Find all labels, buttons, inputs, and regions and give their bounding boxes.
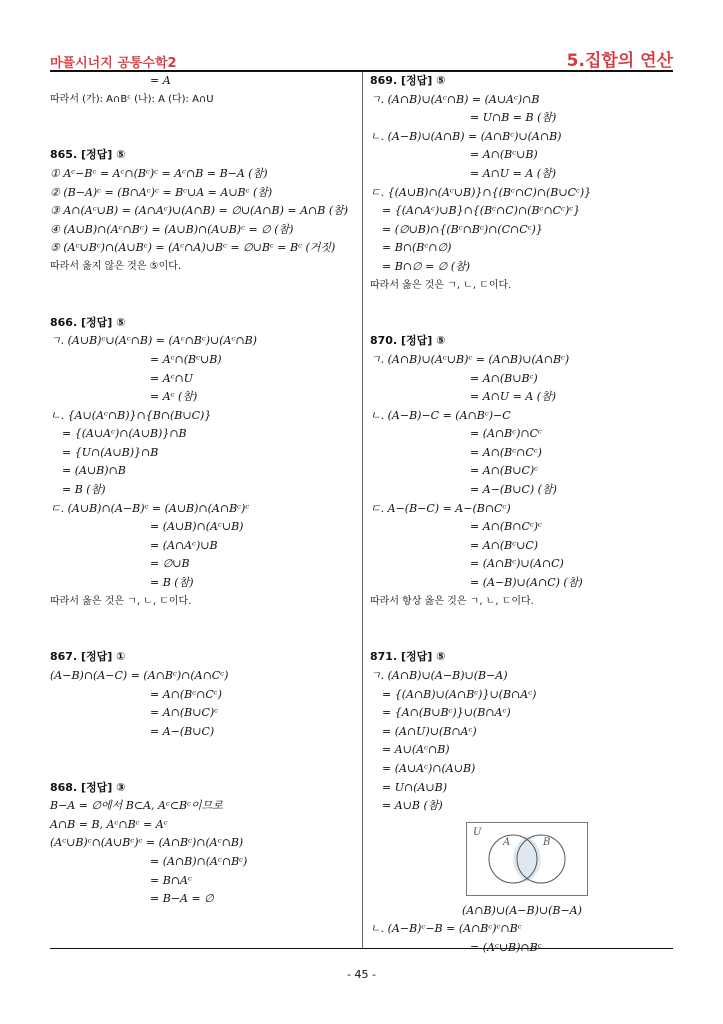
conclusion-text: 따라서 옳은 것은 ㄱ, ㄴ, ㄷ이다. (370, 279, 512, 291)
math-line: = Aᶜ (참) (150, 390, 198, 404)
math-line: = A∩U = A (참) (470, 166, 557, 180)
problem-title: 870. [정답] ⑤ (370, 334, 446, 348)
math-line: = Aᶜ∩U (150, 371, 194, 385)
math-line: = (A∩B)∩(Aᶜ∩Bᶜ) (150, 854, 248, 868)
spacer (370, 314, 675, 333)
right-column (370, 72, 675, 958)
math-line: ㄷ. (A∪B)∩(A−B)ᶜ = (A∪B)∩(A∩Bᶜ)ᶜ (50, 501, 250, 515)
math-line: ㄴ. (A−B)∪(A∩B) = (A∩Bᶜ)∪(A∩B) (370, 129, 562, 143)
left-column (50, 72, 355, 909)
math-line: = B∩(Bᶜ∩∅) (382, 241, 452, 255)
math-line: = (A∪B)∩B (62, 464, 126, 478)
math-line: = (A∪B)∩(Aᶜ∪B) (150, 520, 244, 534)
math-line: ㄱ. (A∩B)∪(Aᶜ∩B) = (A∪Aᶜ)∩B (370, 92, 540, 106)
math-line: = A∪B (참) (382, 799, 443, 813)
math-line: ④ (A∪B)∩(Aᶜ∩Bᶜ) = (A∪B)∩(A∪B)ᶜ = ∅ (참) (50, 222, 294, 236)
problem-title: 868. [정답] ③ (50, 780, 126, 794)
math-line: = {(A∪Aᶜ)∩(A∪B)}∩B (62, 427, 187, 441)
math-line: A∩B = B, Aᶜ∩Bᶜ = Aᶜ (50, 817, 168, 831)
math-line: ② (B−A)ᶜ = (B∩Aᶜ)ᶜ = Bᶜ∪A = A∪Bᶜ (참) (50, 185, 273, 199)
math-line: = (A∩Bᶜ)∩Cᶜ (470, 427, 542, 441)
conclusion-text: 따라서 (가): A∩Bᶜ (나): A (다): A∩U (50, 93, 214, 105)
math-line: = {(A∩B)∪(A∩Bᶜ)}∪(B∩Aᶜ) (382, 687, 537, 701)
math-line: = {(A∩Aᶜ)∪B}∩{(Bᶜ∩C)∩(Bᶜ∩Cᶜ)ᶜ} (382, 204, 581, 218)
venn-label-b: B (543, 836, 551, 848)
math-line: = B−A = ∅ (150, 892, 214, 906)
math-line: ㄱ. (A∩B)∪(Aᶜ∪B)ᶜ = (A∩B)∪(A∩Bᶜ) (370, 352, 570, 366)
math-line: = A−(B∪C) (150, 724, 215, 738)
math-line: = (A−B)∪(A∩C) (참) (470, 576, 583, 590)
math-line: = B∩∅ = ∅ (참) (382, 259, 471, 273)
math-line: = {U∩(A∪B)}∩B (62, 445, 159, 459)
math-line: = (∅∪B)∩{(Bᶜ∩Bᶜ)∩(C∩Cᶜ)} (382, 222, 543, 236)
column-divider (362, 72, 363, 948)
math-line: ③ A∩(Aᶜ∪B) = (A∩Aᶜ)∪(A∩B) = ∅∪(A∩B) = A∩B (참) (50, 204, 349, 218)
math-line: = A−(B∪C) (참) (470, 483, 557, 497)
spacer (370, 295, 675, 314)
math-line: ㄴ. {A∪(Aᶜ∩B)}∩{B∩(B∪C)} (50, 408, 212, 422)
math-line: = B∩Aᶜ (150, 873, 192, 887)
venn-caption: (A∩B)∪(A−B)∪(B−A) (462, 903, 582, 917)
math-line: = Aᶜ∩(Bᶜ∪B) (150, 352, 222, 366)
spacer (50, 630, 355, 649)
venn-label-u: U (473, 826, 482, 838)
conclusion-text: 따라서 옳지 않은 것은 ⑤이다. (50, 260, 182, 272)
math-line: = (Aᶜ∪B)∩Bᶜ (470, 940, 542, 954)
math-line: ⑤ (Aᶜ∪Bᶜ)∩(A∪Bᶜ) = (Aᶜ∩A)∪Bᶜ = ∅∪Bᶜ = Bᶜ (거짓) (50, 241, 336, 255)
conclusion-text: 따라서 옳은 것은 ㄱ, ㄴ, ㄷ이다. (50, 595, 192, 607)
math-line: = (A∩Aᶜ)∪B (150, 538, 218, 552)
math-line: = A∪(Aᶜ∩B) (382, 743, 450, 757)
math-line: = A (150, 74, 171, 87)
conclusion-text: 따라서 항상 옳은 것은 ㄱ, ㄴ, ㄷ이다. (370, 595, 534, 607)
spacer (50, 760, 355, 779)
math-line: = U∩(A∪B) (382, 780, 448, 794)
math-line: B−A = ∅에서 B⊂A, Aᶜ⊂Bᶜ이므로 (50, 799, 223, 813)
math-line: (A−B)∩(A−C) = (A∩Bᶜ)∩(A∩Cᶜ) (50, 669, 229, 682)
math-line: = B (참) (62, 483, 106, 497)
math-line: = A∩(Bᶜ∪B) (470, 148, 538, 162)
problem-title: 866. [정답] ⑤ (50, 315, 126, 329)
math-line: (Aᶜ∪B)ᶜ∩(A∪Bᶜ)ᶜ = (A∩Bᶜ)∩(Aᶜ∩B) (50, 836, 244, 850)
math-line: = A∩(B∪C)ᶜ (470, 464, 539, 478)
math-line: ㄷ. {(A∪B)∩(Aᶜ∪B)}∩{(Bᶜ∩C)∩(B∪Cᶜ)} (370, 185, 592, 199)
math-line: ㄴ. (A−B)ᶜ−B = (A∩Bᶜ)ᶜ∩Bᶜ (370, 922, 522, 936)
spacer (50, 295, 355, 314)
chapter-title: 5.집합의 연산 (566, 51, 673, 71)
problem-title: 867. [정답] ① (50, 650, 126, 664)
math-line: = (A∪Aᶜ)∩(A∪B) (382, 761, 476, 775)
spacer (50, 128, 355, 147)
math-line: = A∩(Bᶜ∪C) (470, 538, 539, 552)
math-line: = B (참) (150, 576, 194, 590)
math-line: ㄷ. A−(B−C) = A−(B∩Cᶜ) (370, 501, 511, 515)
problem-title: 869. [정답] ⑤ (370, 74, 446, 87)
math-line: = A∩(B∪Bᶜ) (470, 371, 538, 385)
page-number: - 45 - (347, 968, 376, 981)
venn-label-a: A (503, 836, 511, 848)
spacer (370, 611, 675, 630)
spacer (50, 611, 355, 630)
spacer (50, 277, 355, 296)
math-line: = (A∩U)∪(B∩Aᶜ) (382, 724, 477, 738)
math-line: ㄱ. (A∩B)∪(A−B)∪(B−A) (370, 669, 508, 682)
math-line: = A∩U = A (참) (470, 390, 557, 404)
math-line: ㄴ. (A−B)−C = (A∩Bᶜ)−C (370, 408, 511, 422)
spacer (50, 109, 355, 128)
math-line: = A∩(B∪C)ᶜ (150, 706, 219, 720)
math-line: = A∩(Bᶜ∩Cᶜ) (470, 445, 542, 459)
math-line: = U∩B = B (참) (470, 111, 557, 125)
footer-rule (50, 948, 673, 949)
math-line: = A∩(Bᶜ∩Cᶜ) (150, 687, 222, 701)
problem-title: 865. [정답] ⑤ (50, 148, 126, 162)
problem-title: 871. [정답] ⑤ (370, 650, 446, 664)
spacer (370, 630, 675, 649)
venn-diagram (466, 822, 588, 896)
math-line: ① Aᶜ−Bᶜ = Aᶜ∩(Bᶜ)ᶜ = Aᶜ∩B = B−A (참) (50, 166, 268, 180)
book-title: 마플시너지 공통수학2 (50, 56, 177, 71)
math-line: ㄱ. (A∪B)ᶜ∪(Aᶜ∩B) = (Aᶜ∩Bᶜ)∪(Aᶜ∩B) (50, 334, 257, 348)
math-line: = (A∩Bᶜ)∪(A∩C) (470, 557, 564, 571)
math-line: = ∅∪B (150, 557, 190, 571)
math-line: = {A∩(B∪Bᶜ)}∪(B∩Aᶜ) (382, 706, 511, 720)
math-line: = A∩(B∩Cᶜ)ᶜ (470, 520, 542, 534)
spacer (50, 741, 355, 760)
